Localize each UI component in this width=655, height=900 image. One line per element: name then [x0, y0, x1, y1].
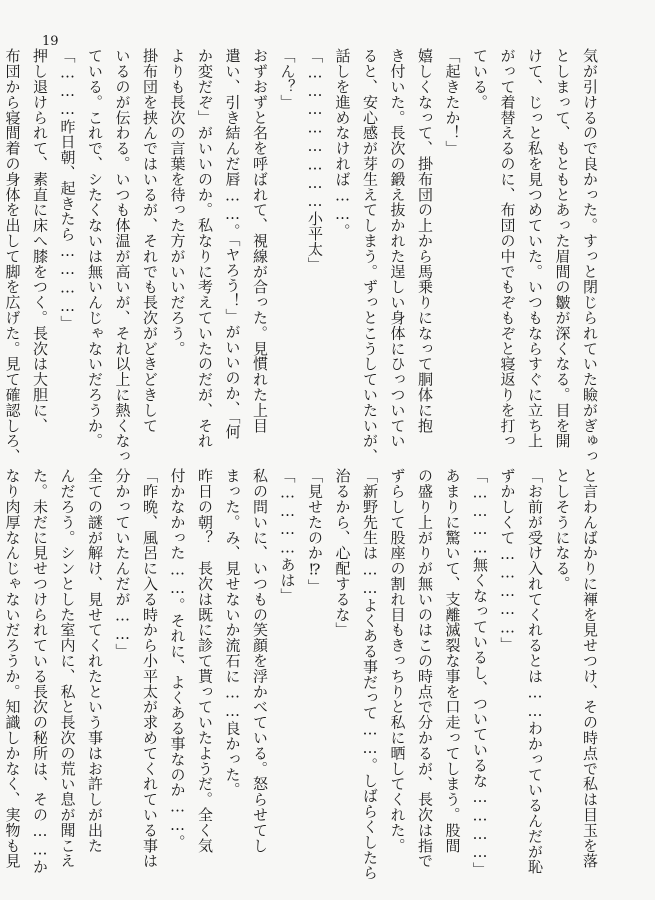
text-line: 「……………………小平太」: [306, 48, 324, 273]
text-block-top: [3, 48, 603, 464]
text-line: ている。これで、シたくないは無いんじゃないだろうか。: [86, 48, 104, 449]
text-line: 「…………あは」: [278, 468, 297, 604]
text-line: 嬉しくなって、掛布団の上から馬乗りになって胴体に抱: [416, 48, 434, 433]
text-line: おずおずと名を呼ばれて、視線が合った。見慣れた上目: [251, 48, 269, 433]
text-line: 遣い、引き結んだ唇……。「ヤろう！」がいいのか、「何: [223, 48, 242, 440]
text-line: 全ての謎が解け、見せてくれたという事はお許しが出た: [86, 468, 104, 853]
text-line: 「新野先生は……よくある事だって……。しばらくしたら: [361, 468, 379, 881]
text-line: けて、じっと私を見つめていた。いつもならすぐに立ち上: [526, 48, 544, 449]
text-line: 治るから、心配するな」: [333, 468, 352, 638]
text-line: まった。み、見せないか流石に……良かった。: [223, 468, 242, 798]
text-line: 分かっていたんだが……」: [113, 468, 132, 659]
text-line: 私の問いに、いつもの笑顔を浮かべている。怒らせてし: [251, 468, 269, 853]
text-line: 押し退けられて、素直に床へ膝をつく。長次は大胆に、: [31, 48, 49, 433]
text-line: の盛り上がりが無いのはこの時点で分かるが、長次は指で: [416, 468, 434, 869]
text-line: ると、安心感が芽生えてしまう。ずっとこうしていたいが、: [361, 48, 379, 464]
text-line: 気が引けるので良かった。すっと閉じられていた瞼がぎゅっ: [581, 48, 599, 464]
text-line: 付かなかった……。それに、よくある事なのか……。: [168, 468, 187, 850]
text-block-bottom: [3, 468, 603, 881]
text-line: 「昨晩、風呂に入る時から小平太が求めてくれている事は: [141, 468, 159, 869]
text-line: ている。: [471, 48, 489, 110]
text-line: 掛布団を挟んではいるが、それでも長次がどきどきして: [141, 48, 159, 433]
text-line: 話しを進めなければ……。: [333, 48, 352, 239]
text-line: と言わんばかりに褌を見せつけ、その時点で私は目玉を落: [581, 468, 599, 869]
text-line: 「お前が受け入れてくれるとは……わかっているんだが恥: [526, 468, 544, 875]
text-line: ずかしくて……………」: [498, 468, 517, 653]
text-line: 「ん？」: [278, 48, 297, 110]
text-line: としまって、もともとあった眉間の皺が深くなる。目を開: [553, 48, 572, 449]
text-line: がって着替えるのに、布団の中でもぞもぞと寝返りを打っ: [498, 48, 517, 449]
text-line: 「見せたのか⁉」: [306, 468, 324, 595]
page-number: 19: [42, 34, 59, 49]
text-line: か変だぞ」がいいのか。私なりに考えていたのだが、それ: [196, 48, 214, 449]
text-line: 「………昨日朝、起きたら…………」: [58, 48, 77, 331]
text-line: あまりに驚いて、支離滅裂な事を口走ってしまう。股間: [443, 468, 462, 853]
text-line: よりも長次の言葉を待った方がいいだろう。: [168, 48, 187, 356]
text-line: んだろう。シンとした室内に、私と長次の荒い息が聞こえ: [58, 468, 77, 869]
text-line: 「…………無くなっているし、ついているな…………」: [471, 468, 489, 877]
text-line: としそうになる。: [553, 468, 572, 592]
text-line: き付いた。長次の鍛え抜かれた逞しい身体にひっついてい: [388, 48, 407, 449]
text-line: ずらして股座の割れ目もきっちりと私に晒してくれた。: [388, 468, 407, 853]
text-line: なり肉厚なんじゃないだろうか。知識しかなく、実物も見: [3, 468, 22, 869]
text-line: 布団から寝間着の身体を出して脚を広げた。見て確認しろ、: [3, 48, 22, 464]
text-line: 昨日の朝？ 長次は既に診て貰っていたようだ。全く気: [196, 468, 214, 853]
text-line: た。未だに見せつけられている長次の秘所は、その……か: [31, 468, 49, 875]
text-line: 「起きたか！」: [443, 48, 462, 156]
text-line: いるのが伝わる。いつも体温が高いが、それ以上に熱くなっ: [113, 48, 132, 464]
